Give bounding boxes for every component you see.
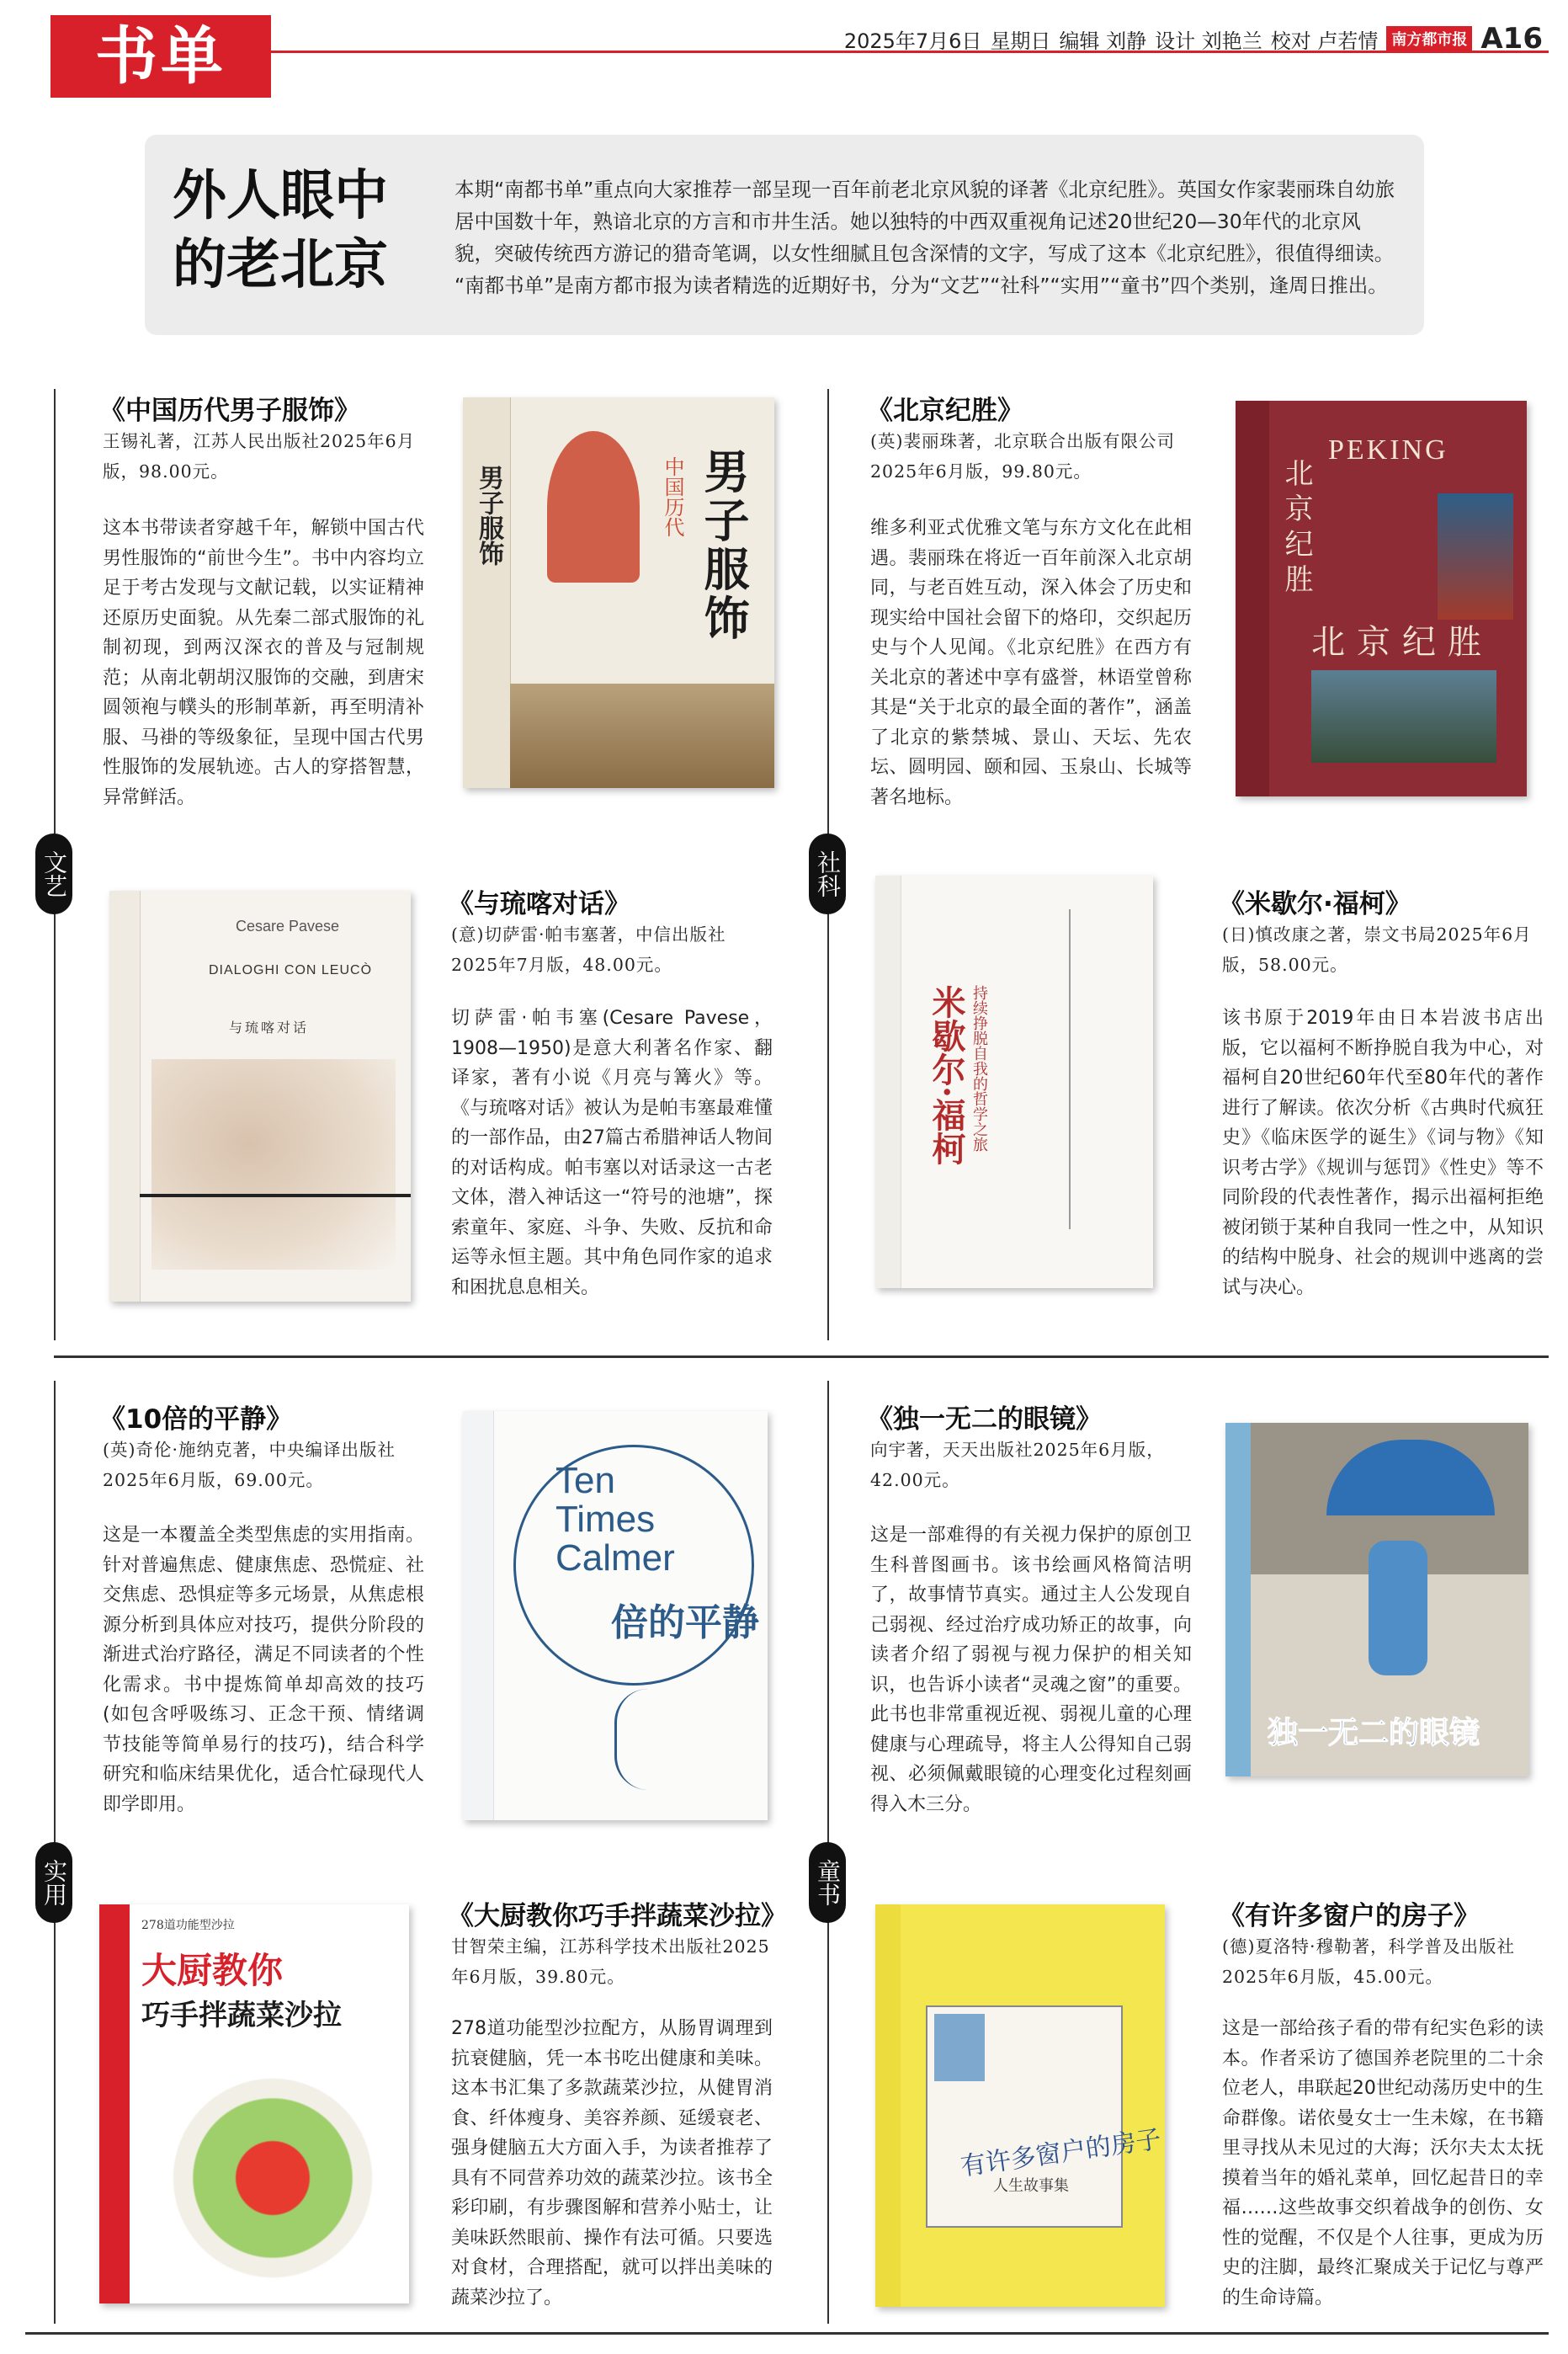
book6-desc: 这是一部难得的有关视力保护的原创卫生科普图画书。该书绘画风格简洁明了，故事情节真实。通过主人公发现自己弱视、经过治疗成功矫正的故事，向读者介绍了弱视与视力保护的相关知识，也告诉小读者“灵魂之窗”的重要。此书也非常重视近视、弱视儿童的心理健康与心理疏导，将主人公得知自己弱视、必须佩戴眼镜的心理变化过程刻画得入木三分。 [870,1525,1192,1815]
book5-desc: 这是一本覆盖全类型焦虑的实用指南。针对普遍焦虑、健康焦虑、恐慌症、社交焦虑、恐惧症等多元场景，从焦虑根源分析到具体应对技巧，提供分阶段的渐进式治疗路径，满足不同读者的个性化需求。书中提炼简单却高效的技巧(如包含呼吸练习、正念干预、情绪调节技能等简单易行的技巧)，结合科学研究和临床结果优化，适合忙碌现代人即学即用。 [103,1525,424,1815]
book1-cover-title: 男子服饰 [697,448,751,643]
book1-spine [463,397,511,788]
category-sheke [809,833,846,914]
book3-cover-author: Cesare Pavese [236,918,340,935]
book5-spine [463,1411,494,1820]
book2-meta: (英)裴丽珠著，北京联合出版有限公司2025年6月版，99.80元。 [870,431,1175,482]
book8-spine [875,1904,901,2307]
book5-cover-en1: Ten [555,1460,615,1501]
book1-spine-title: 男子服饰 [474,465,503,566]
category-shiyong-label: 实用 [40,1859,68,1906]
book5-title: 《10倍的平静》 [99,1404,293,1435]
book8-window [934,2014,985,2081]
book8-title: 《有许多窗户的房子》 [1219,1901,1480,1931]
book8-cover-title: 有许多窗户的房子 [959,2124,1163,2182]
book4-cover [875,876,1153,1288]
designer-credit: 设计 刘艳兰 [1155,29,1262,53]
book8-desc: 这是一部给孩子看的带有纪实色彩的读本。作者采访了德国养老院里的二十余位老人，串联起20世纪动荡历史中的生命群像。诺依曼女士一生未嫁，在书籍里寻找从未见过的大海；沃尔夫太太抚摸着当年的婚礼菜单，回忆起昔日的幸福……这些故事交织着战争的创伤、女性的觉醒，不仅是个人往事，更成为历史的注脚，最终汇聚成关于记忆与尊严的生命诗篇。 [1222,2018,1544,2309]
bottom-rule [25,2332,1549,2335]
book7-cover-title1: 大厨教你 [141,1950,284,1991]
book4-meta: (日)慎改康之著，崇文书局2025年6月版，58.00元。 [1222,924,1532,975]
book5-meta: (英)奇伦·施纳克著，中央编译出版社2025年6月版，69.00元。 [103,1440,396,1490]
category-wenyi [35,833,72,914]
book6-spine [1225,1423,1251,1776]
book1-title: 《中国历代男子服饰》 [99,396,360,426]
book4-cover-title: 米歇尔·福柯 [927,985,966,1165]
issue-weekday: 星期日 [990,29,1051,53]
book1-painting [510,684,774,788]
book5-cover-title: 倍的平静 [611,1601,759,1644]
book3-cover [109,891,411,1302]
book1-cover-sub: 中国历代 [661,456,684,537]
book3-band [140,1194,411,1197]
book7-desc: 278道功能型沙拉配方，从肠胃调理到抗衰健脑，凭一本书吃出健康和美味。这本书汇集了多款蔬菜沙拉，从健胃消食、纤体瘦身、美容养颜、延缓衰老、强身健脑五大方面入手，为读者推荐了具有不同营养功效的蔬菜沙拉。该书全彩印刷，有步骤图解和营养小贴士，让美味跃然眼前、操作有法可循。只要选对食材，合理搭配，就可以拌出美味的蔬菜沙拉了。 [451,2018,773,2309]
book7-salad-bowl [146,2073,399,2283]
book8-cover-sub: 人生故事集 [993,2177,1069,2195]
intro-text [454,173,1397,301]
book3-title: 《与琉喀对话》 [448,889,630,919]
book3-artwork [151,1059,396,1270]
book7-cover-badge: 278道功能型沙拉 [141,1919,235,1932]
book2-bridge [1311,670,1496,763]
book3-cover-title: 与琉喀对话 [229,1020,310,1036]
book2-title: 《北京纪胜》 [867,396,1023,426]
book8-meta: (德)夏洛特·穆勒著，科学普及出版社2025年6月版，45.00元。 [1222,1936,1516,1987]
category-tongshu [809,1842,846,1923]
book4-divider [1069,909,1071,1229]
page-number: A16 [1480,22,1543,56]
book2-cover-title: 北京纪胜 [1311,623,1493,662]
intro-title-line1: 外人眼中 [173,165,388,227]
book5-swirl [614,1689,701,1790]
book4-cover-sub: 持续挣脱自我的哲学之旅 [970,985,988,1152]
book6-cover [1225,1423,1528,1776]
proofreader-credit: 校对 卢若情 [1270,29,1379,53]
category-sheke-label: 社科 [814,850,842,897]
category-shiyong [35,1842,72,1923]
book2-cover [1236,401,1527,796]
book8-cover [875,1904,1165,2307]
paper-logo: 南方都市报 [1386,26,1472,51]
book6-meta: 向宇著，天天出版社2025年6月版，42.00元。 [870,1440,1165,1490]
intro-paragraph-2: “南都书单”是南方都市报为读者精选的近期好书，分为“文艺”“社科”“实用”“童书”四个类别，逢周日推出。 [454,274,1388,297]
book7-cover-title2: 巧手拌蔬菜沙拉 [141,1999,342,2032]
book3-meta: (意)切萨雷·帕韦塞著，中信出版社2025年7月版，48.00元。 [451,924,726,975]
category-wenyi-label: 文艺 [40,850,68,897]
book5-cover-en2: Times [555,1499,656,1540]
book3-cover-en: DIALOGHI CON LEUCÒ [209,963,373,977]
book5-cover-en3: Calmer [555,1537,675,1579]
book4-spine [875,876,901,1288]
book6-title: 《独一无二的眼镜》 [867,1404,1102,1435]
middle-rule [54,1355,1549,1358]
book6-cover-title: 独一无二的眼镜 [1268,1716,1480,1750]
editor-credit: 编辑 刘静 [1059,29,1147,53]
book7-cover [99,1904,409,2303]
book2-desc: 维多利亚式优雅文笔与东方文化在此相遇。裴丽珠在将近一百年前深入北京胡同，与老百姓互动，深入体会了历史和现实给中国社会留下的烙印，交织起历史与个人见闻。《北京纪胜》在西方有关北京的著述中享有盛誉，林语堂曾称其是“关于北京的最全面的著作”，涵盖了北京的紫禁城、景山、天坛、先农坛、圆明园、颐和园、玉泉山、长城等著名地标。 [870,518,1192,808]
book6-child [1369,1541,1427,1675]
book1-figure [547,431,640,583]
book2-temple [1438,493,1513,620]
book3-desc: 切萨雷·帕韦塞(Cesare Pavese，1908—1950)是意大利著名作家、翻译家，著有小说《月亮与篝火》等。《与琉喀对话》被认为是帕韦塞最难懂的一部作品，由27篇古希腊神话人物间的对话构成。帕韦塞以对话录这一古老文体，潜入神话这一“符号的池塘”，探索童年、家庭、斗争、失败、反抗和命运等永恒主题。其中角色同作家的追求和困扰息息相关。 [451,1008,773,1298]
intro-title [173,162,425,300]
category-tongshu-label: 童书 [814,1859,842,1906]
issue-date: 2025年7月6日 [843,29,982,53]
book7-title: 《大厨教你巧手拌蔬菜沙拉》 [448,1901,787,1931]
book4-desc: 该书原于2019年由日本岩波书店出版，它以福柯不断挣脱自我为中心，对福柯自20世纪60年代至80年代的著作进行了解读。依次分析《古典时代疯狂史》《临床医学的诞生》《词与物》《知识考古学》《规训与惩罚》《性史》等不同阶段的代表性著作，揭示出福柯拒绝被闭锁于某种自我同一性之中，从知识的结构中脱身、社会的规训中逃离的尝试与决心。 [1222,1008,1544,1298]
book5-cover-en [555,1462,675,1578]
book4-title: 《米歇尔·福柯》 [1219,889,1411,919]
book7-meta: 甘智荣主编，江苏科学技术出版社2025年6月版，39.80元。 [451,1936,770,1987]
book2-cover-en: PEKING [1328,434,1448,466]
book7-spine [99,1904,130,2303]
book1-cover [463,397,774,788]
book1-meta: 王锡礼著，江苏人民出版社2025年6月版，98.00元。 [103,431,416,482]
book5-cover [463,1411,768,1820]
intro-title-line2: 的老北京 [173,234,388,296]
header-info [844,22,1543,56]
section-masthead: 书单 [50,15,271,98]
book2-spine [1236,401,1269,796]
book2-cover-vtitle: 北京纪胜 [1279,458,1313,599]
book3-spine [109,891,141,1302]
book1-desc: 这本书带读者穿越千年，解锁中国古代男性服饰的“前世今生”。书中内容均立足于考古发现与文献记载，以实证精神还原历史面貌。从先秦二部式服饰的礼制初现，到两汉深衣的普及与冠制规范；从南北朝胡汉服饰的交融，到唐宋圆领袍与幞头的形制革新，再至明清补服、马褂的等级象征，呈现中国古代男性服饰的发展轨迹。古人的穿搭智慧，异常鲜活。 [103,518,424,808]
intro-paragraph-1: 本期“南都书单”重点向大家推荐一部呈现一百年前老北京风貌的译著《北京纪胜》。英国女作家裴丽珠自幼旅居中国数十年，熟谙北京的方言和市井生活。她以独特的中西双重视角记述20世纪20—30年代的北京风貌，突破传统西方游记的猎奇笔调，以女性细腻且包含深情的文字，写成了这本《北京纪胜》，很值得细读。 [454,178,1395,265]
